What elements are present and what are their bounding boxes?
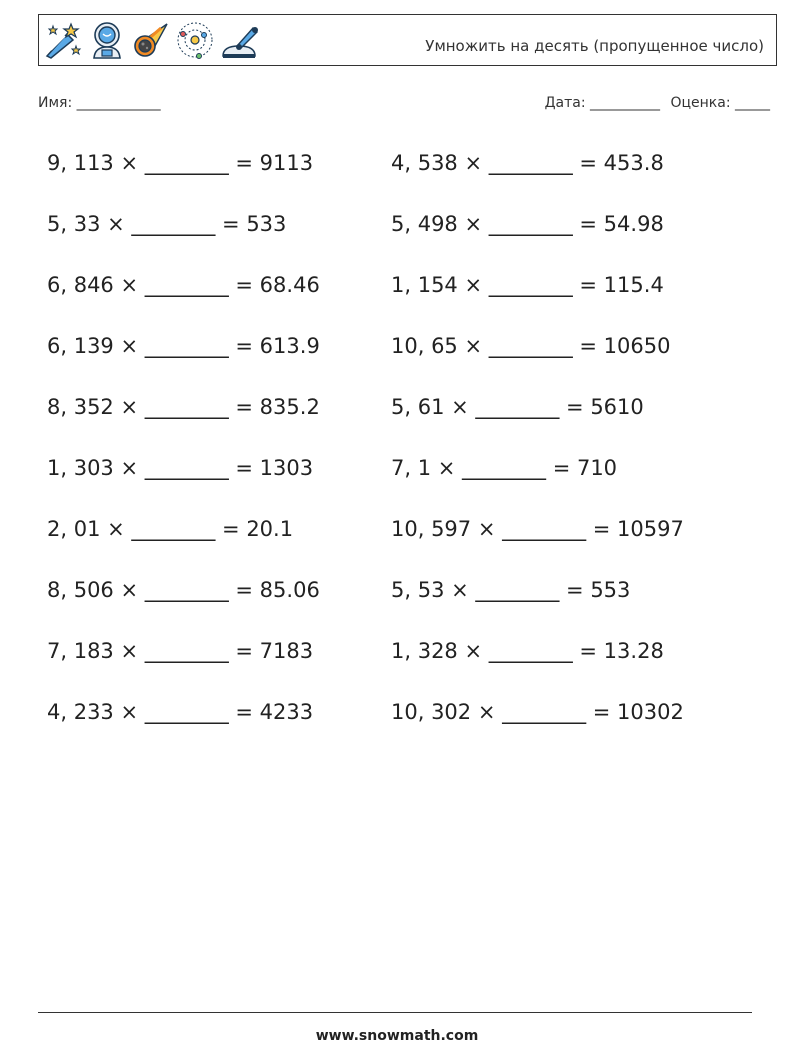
problem-right-9: 1, 328 × ________ = 13.28: [391, 639, 664, 663]
footer-divider: [38, 1012, 752, 1013]
name-field: Имя: ____________: [38, 95, 161, 111]
problems-right-column: [391, 142, 684, 752]
date-field: Дата: __________: [544, 95, 661, 111]
shooting-star-icon: [43, 20, 83, 60]
footer-website: www.snowmath.com: [315, 1028, 479, 1044]
date-grade-fields: [539, 95, 770, 111]
problem-left-10: 4, 233 × ________ = 4233: [47, 700, 314, 724]
problem-left-9: 7, 183 × ________ = 7183: [47, 639, 314, 663]
grade-field: Оценка: _____: [670, 95, 770, 111]
problems-left-column: [47, 142, 320, 752]
problem-left-5: 8, 352 × ________ = 835.2: [47, 395, 320, 419]
problem-left-7: 2, 01 × ________ = 20.1: [47, 517, 294, 541]
problem-right-6: 7, 1 × ________ = 710: [391, 456, 618, 480]
meteor-icon: [131, 20, 171, 60]
problem-right-7: 10, 597 × ________ = 10597: [391, 517, 684, 541]
telescope-icon: [219, 20, 259, 60]
astronaut-icon: [87, 20, 127, 60]
problem-left-4: 6, 139 × ________ = 613.9: [47, 334, 320, 358]
problem-right-5: 5, 61 × ________ = 5610: [391, 395, 644, 419]
problem-left-2: 5, 33 × ________ = 533: [47, 212, 287, 236]
solar-system-icon: [175, 20, 215, 60]
problem-right-10: 10, 302 × ________ = 10302: [391, 700, 684, 724]
problem-right-1: 4, 538 × ________ = 453.8: [391, 151, 664, 175]
worksheet-header: [38, 14, 777, 66]
problem-right-8: 5, 53 × ________ = 553: [391, 578, 631, 602]
problem-left-8: 8, 506 × ________ = 85.06: [47, 578, 320, 602]
problem-left-1: 9, 113 × ________ = 9113: [47, 151, 314, 175]
worksheet-title: Умножить на десять (пропущенное число): [425, 37, 764, 55]
problem-left-6: 1, 303 × ________ = 1303: [47, 456, 314, 480]
header-icons: [43, 20, 259, 60]
problem-right-3: 1, 154 × ________ = 115.4: [391, 273, 664, 297]
problem-left-3: 6, 846 × ________ = 68.46: [47, 273, 320, 297]
problem-right-4: 10, 65 × ________ = 10650: [391, 334, 671, 358]
problem-right-2: 5, 498 × ________ = 54.98: [391, 212, 664, 236]
